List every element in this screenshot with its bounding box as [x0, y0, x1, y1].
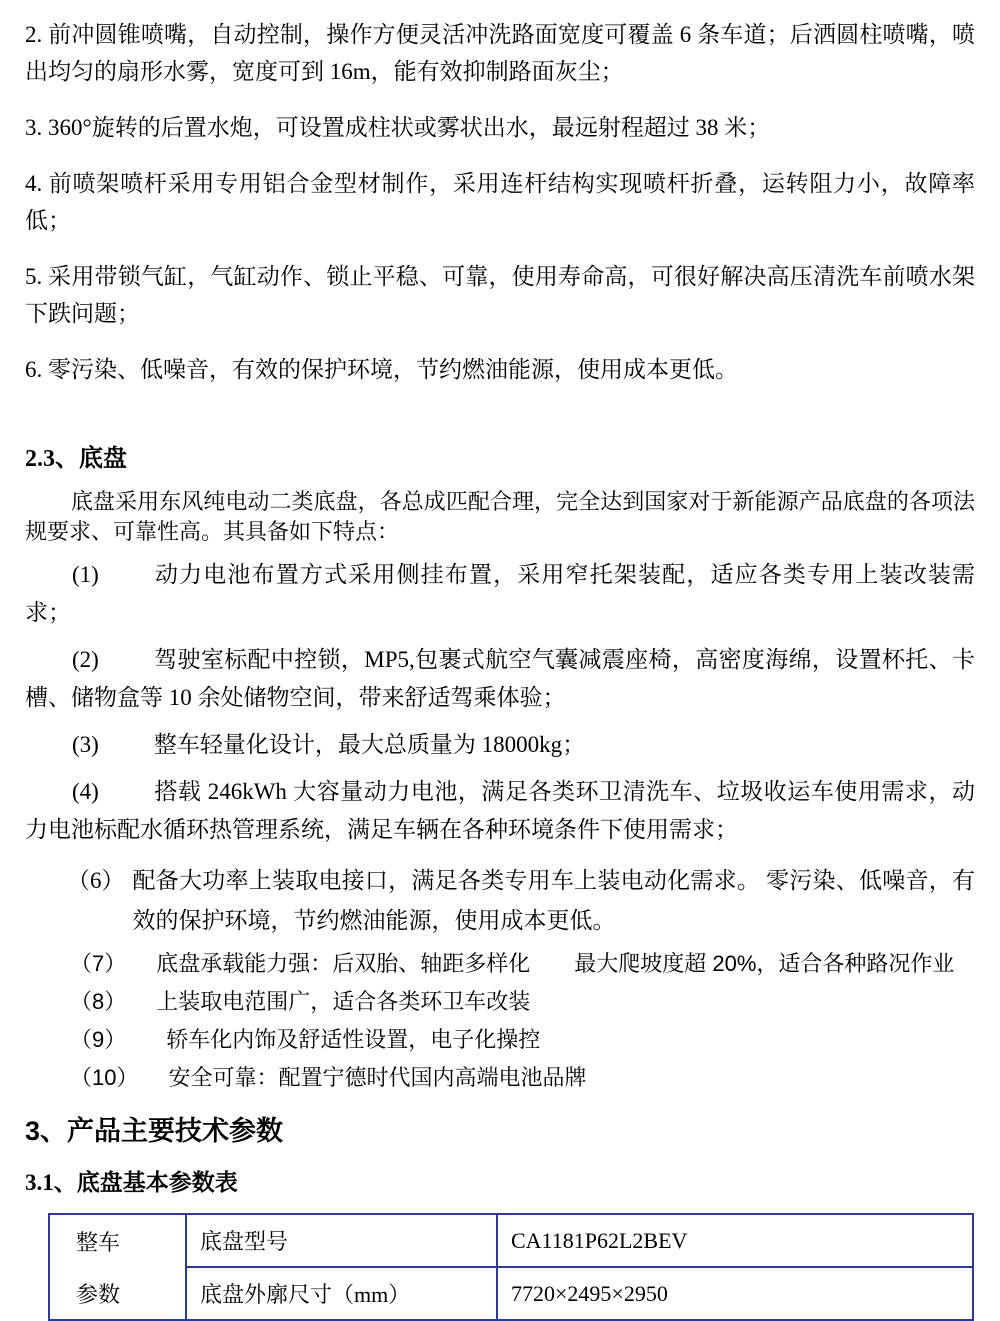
item-text: 驾驶室标配中控锁，MP5,包裹式航空气囊减震座椅，高密度海绵，设置杯托、卡槽、储物盒等 10 余处储物空间，带来舒适驾乘体验；: [25, 647, 975, 710]
section-3-1-subheading: 3.1、底盘基本参数表: [25, 1170, 238, 1195]
item-text: 安全可靠：配置宁德时代国内高端电池品牌: [168, 1065, 587, 1090]
feature-paragraph-2: 2. 前冲圆锥喷嘴，自动控制，操作方便灵活冲洗路面宽度可覆盖 6 条车道；后洒圆柱喷嘴，喷出均匀的扇形水雾，宽度可到 16m，能有效抑制路面灰尘；: [25, 22, 975, 84]
param-value-chassis-dimensions: 7720×2495×2950: [497, 1267, 973, 1320]
list-item-3: [25, 726, 975, 764]
list-item-8: [25, 986, 975, 1017]
feature-paragraph-4: 4. 前喷架喷杆采用专用铝合金型材制作，采用连杆结构实现喷杆折叠，运转阻力小，故障率低；: [25, 171, 975, 233]
item-number: (4): [72, 779, 99, 804]
item-number: （10）: [70, 1065, 139, 1090]
group-label-line-2: 参数: [76, 1281, 121, 1307]
list-item-10: [25, 1062, 975, 1093]
param-label-chassis-dimensions: 底盘外廓尺寸（mm）: [186, 1267, 497, 1320]
table-row: [49, 1267, 973, 1320]
item-text: 整车轻量化设计，最大总质量为 18000kg；: [153, 732, 586, 757]
feature-paragraph-3: 3. 360°旋转的后置水炮，可设置成柱状或雾状出水，最远射程超过 38 米；: [25, 115, 771, 140]
item-number: （6）: [67, 868, 125, 893]
param-label-chassis-model: 底盘型号: [186, 1214, 497, 1267]
item-number: （7）: [70, 951, 127, 976]
item-number: （8）: [70, 989, 127, 1014]
item-number: (3): [72, 732, 99, 757]
list-item-7: [25, 948, 975, 979]
item-text: 上装取电范围广，适合各类环卫车改装: [156, 989, 531, 1014]
list-item-6: [25, 861, 975, 941]
list-item-1: [25, 556, 975, 632]
item-number: (2): [72, 647, 99, 672]
table-group-cell: [49, 1214, 186, 1320]
item-text: 轿车化内饰及舒适性设置，电子化操控: [166, 1027, 541, 1052]
item-text: 配备大功率上装取电接口，满足各类专用车上装电动化需求。 零污染、低噪音，有效的保护环境，节约燃油能源，使用成本更低。: [132, 868, 975, 933]
item-text: 动力电池布置方式采用侧挂布置，采用窄托架装配，适应各类专用上装改装需求；: [25, 562, 975, 625]
group-label-line-1: 整车: [76, 1229, 121, 1255]
list-item-2: [25, 641, 975, 717]
item-number: （9）: [70, 1027, 127, 1052]
item-number: (1): [72, 562, 99, 587]
item-text: 搭载 246kWh 大容量动力电池，满足各类环卫清洗车、垃圾收运车使用需求，动力电池标配水循环热管理系统，满足车辆在各种环境条件下使用需求；: [25, 779, 975, 842]
item-text: 底盘承载能力强：后双胎、轴距多样化 最大爬坡度超 20%，适合各种路况作业: [156, 951, 955, 976]
section-2-3-heading: 2.3、底盘: [25, 446, 127, 472]
list-item-4: [25, 773, 975, 849]
section-3-heading: 3、产品主要技术参数: [25, 1116, 284, 1146]
chassis-parameters-table: [48, 1213, 974, 1321]
list-item-9: [25, 1024, 975, 1055]
param-value-chassis-model: CA1181P62L2BEV: [497, 1214, 973, 1267]
section-2-3-intro: 底盘采用东风纯电动二类底盘，各总成匹配合理，完全达到国家对于新能源产品底盘的各项法规要求、可靠性高。其具备如下特点：: [25, 489, 975, 544]
table-row: [49, 1214, 973, 1267]
feature-paragraph-6: 6. 零污染、低噪音，有效的保护环境，节约燃油能源，使用成本更低。: [25, 357, 738, 382]
feature-paragraph-5: 5. 采用带锁气缸，气缸动作、锁止平稳、可靠，使用寿命高，可很好解决高压清洗车前喷水架下跌问题；: [25, 264, 975, 326]
